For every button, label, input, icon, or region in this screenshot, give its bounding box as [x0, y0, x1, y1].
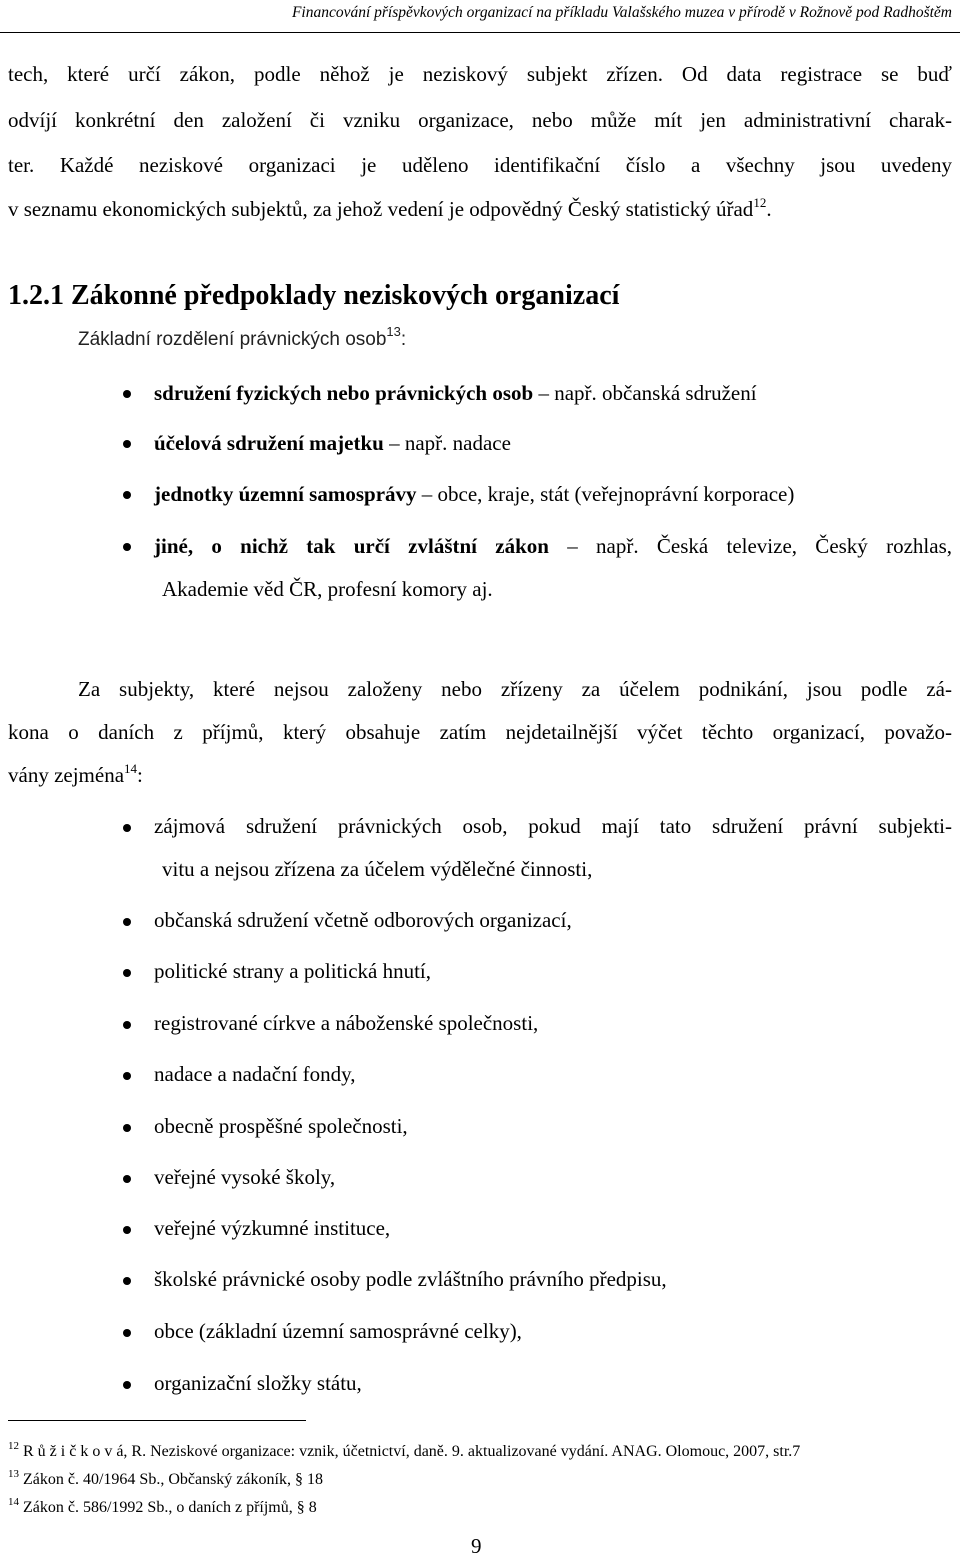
bullet-icon — [123, 1381, 131, 1389]
bullet-icon — [123, 1329, 131, 1337]
footnote-13 — [8, 1468, 323, 1489]
footnote-text: Zákon č. 586/1992 Sb., o daních z příjmů, § 8 — [23, 1499, 317, 1516]
paragraph2-line-3-end: : — [137, 763, 143, 787]
footnote-text: Zákon č. 40/1964 Sb., Občanský zákoník, § 18 — [23, 1471, 323, 1488]
list-item: školské právnické osoby podle zvláštního právního předpisu, — [154, 1267, 667, 1291]
running-title: Financování příspěvkových organizací na příkladu Valašského muzea v přírodě v Rožnově pod Radhoštěm — [291, 4, 952, 21]
paragraph2-line-2: kona o daních z příjmů, který obsahuje zatím nejdetailnější výčet těchto organizací, považo- — [8, 720, 952, 744]
footnote-number: 14 — [8, 1496, 19, 1508]
intro-line-1: tech, které určí zákon, podle něhož je neziskový subjekt zřízen. Od data registrace se buď — [8, 62, 952, 86]
footnote-number: 13 — [8, 1468, 19, 1480]
section-subtitle-text: Základní rozdělení právnických osob — [78, 329, 387, 350]
bullet-icon — [123, 491, 131, 499]
footnote-14 — [8, 1496, 317, 1517]
list-item: politické strany a politická hnutí, — [154, 959, 432, 983]
list-item: registrované církve a náboženské společnosti, — [154, 1011, 539, 1035]
category-term: sdružení fyzických nebo právnických osob — [154, 381, 534, 405]
footnote-text: R ů ž i č k o v á, R. Neziskové organizace: vznik, účetnictví, daně. 9. aktualizované vydání. ANAG. Olomouc, 2007, str.7 — [23, 1443, 801, 1460]
bullet-icon — [123, 1072, 131, 1080]
footnote-12 — [8, 1440, 801, 1461]
paragraph2-line-1: Za subjekty, které nejsou založeny nebo zřízeny za účelem podnikání, jsou podle zá- — [78, 677, 952, 701]
category-item-4-continuation: Akademie věd ČR, profesní komory aj. — [162, 577, 493, 601]
list-item: veřejné vysoké školy, — [154, 1165, 336, 1189]
list-item: nadace a nadační fondy, — [154, 1062, 356, 1086]
bullet-icon — [123, 1226, 131, 1234]
bullet-icon — [123, 1175, 131, 1183]
bullet-icon — [123, 390, 131, 398]
bullet-icon — [123, 1124, 131, 1132]
bullet-icon — [123, 1277, 131, 1285]
footnote-ref-13: 13 — [386, 324, 401, 339]
intro-line-4 — [8, 195, 772, 221]
category-item-2 — [154, 433, 511, 454]
list-item: obecně prospěšné společnosti, — [154, 1114, 408, 1138]
paragraph2-line-3-text: vány zejména — [8, 763, 125, 787]
category-item-3 — [154, 484, 794, 505]
intro-line-4-text: v seznamu ekonomických subjektů, za jehož vedení je odpovědný Český statistický úřad — [8, 197, 754, 221]
footnote-divider — [8, 1420, 306, 1421]
intro-line-4-end: . — [766, 197, 772, 221]
bullet-icon — [123, 824, 131, 832]
bullet-icon — [123, 1021, 131, 1029]
bullet-icon — [123, 918, 131, 926]
page-number: 9 — [471, 1534, 482, 1558]
paragraph2-line-3 — [8, 761, 143, 787]
bullet-icon — [123, 543, 131, 551]
category-desc: – např. občanská sdružení — [533, 381, 757, 405]
category-term: účelová sdružení majetku — [154, 431, 384, 455]
list-item: organizační složky státu, — [154, 1371, 362, 1395]
bullet-icon — [123, 440, 131, 448]
list-item: obce (základní územní samosprávné celky), — [154, 1319, 522, 1343]
bullet-icon — [123, 969, 131, 977]
list-item: zájmová sdružení právnických osob, pokud mají tato sdružení právní subjekti- — [154, 814, 952, 838]
category-desc: – obce, kraje, stát (veřejnoprávní korporace) — [416, 482, 795, 506]
list-item: veřejné výzkumné instituce, — [154, 1216, 391, 1240]
list-item-continuation: vitu a nejsou zřízena za účelem výdělečné činnosti, — [162, 857, 593, 881]
section-subtitle-end: : — [400, 329, 407, 350]
intro-line-3: ter. Každé neziskové organizaci je uděleno identifikační číslo a všechny jsou uvedeny — [8, 153, 952, 177]
footnote-ref-12: 12 — [753, 195, 767, 210]
category-desc: – např. nadace — [383, 431, 511, 455]
footnote-number: 12 — [8, 1440, 19, 1452]
section-subtitle — [78, 324, 407, 351]
category-term: jiné, o nichž tak určí zvláštní zákon — [154, 534, 549, 558]
footnote-ref-14: 14 — [124, 761, 138, 776]
category-desc: – např. Česká televize, Český rozhlas, — [548, 534, 952, 558]
category-item-4 — [154, 536, 952, 557]
category-item-1 — [154, 383, 757, 404]
list-item: občanská sdružení včetně odborových organizací, — [154, 908, 572, 932]
section-heading: 1.2.1 Zákonné předpoklady neziskových organizací — [8, 280, 620, 311]
intro-line-2: odvíjí konkrétní den založení či vzniku organizace, nebo může mít jen administrativní charak- — [8, 108, 952, 132]
running-header — [0, 0, 960, 33]
category-term: jednotky územní samosprávy — [154, 482, 417, 506]
